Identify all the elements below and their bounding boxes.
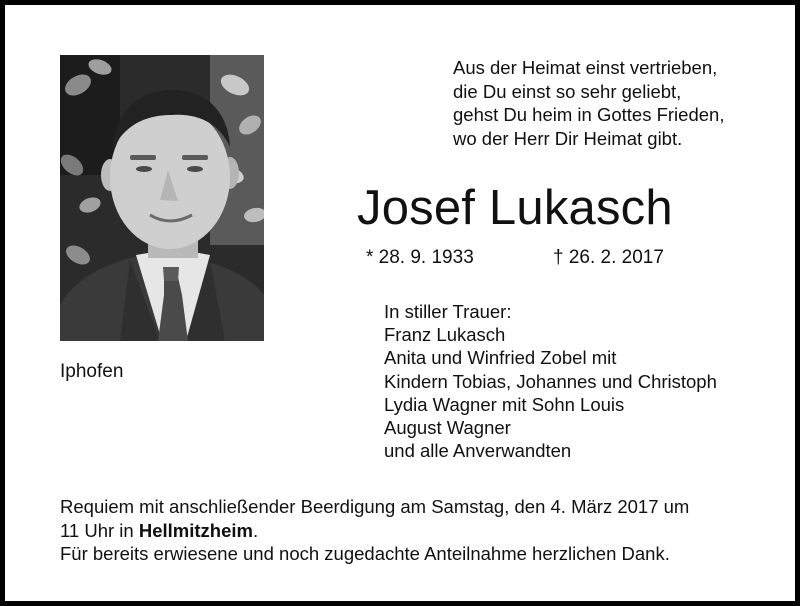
mourner-line: und alle Anverwandten (384, 440, 572, 462)
requiem-time: 11 Uhr in (60, 519, 139, 541)
thanks-line: Für bereits erwiesene und noch zugedachte Anteilnahme herzlichen Dank. (60, 543, 670, 564)
mourners-heading: In stiller Trauer: (384, 301, 512, 322)
place-name: Iphofen (60, 361, 124, 382)
birth-date: * 28. 9. 1933 (366, 247, 474, 268)
mourner-line: Lydia Wagner mit Sohn Louis (384, 393, 625, 415)
verse-line: gehst Du heim in Gottes Frieden, (453, 104, 725, 125)
verse-line: Aus der Heimat einst vertrieben, (453, 57, 718, 78)
requiem-notice (60, 495, 770, 566)
requiem-line (60, 519, 770, 543)
burial-place: Hellmitzheim (138, 519, 253, 541)
mourner-line: Franz Lukasch (384, 324, 506, 346)
verse-line: die Du einst so sehr geliebt, (453, 80, 682, 102)
requiem-punctuation: . (252, 519, 259, 541)
requiem-line: Requiem mit anschließender Beerdigung am Samstag, den 4. März 2017 um (60, 496, 690, 517)
deceased-name: Josef Lukasch (357, 181, 673, 235)
verse-line: wo der Herr Dir Heimat gibt. (453, 127, 683, 149)
death-date: † 26. 2. 2017 (553, 247, 664, 268)
mourner-line: Kindern Tobias, Johannes und Christoph (384, 370, 717, 392)
memorial-verse (453, 56, 773, 150)
mourner-line: August Wagner (384, 417, 511, 439)
portrait-photo (60, 55, 264, 341)
mourner-line: Anita und Winfried Zobel mit (384, 347, 617, 369)
mourners-list (384, 300, 717, 462)
